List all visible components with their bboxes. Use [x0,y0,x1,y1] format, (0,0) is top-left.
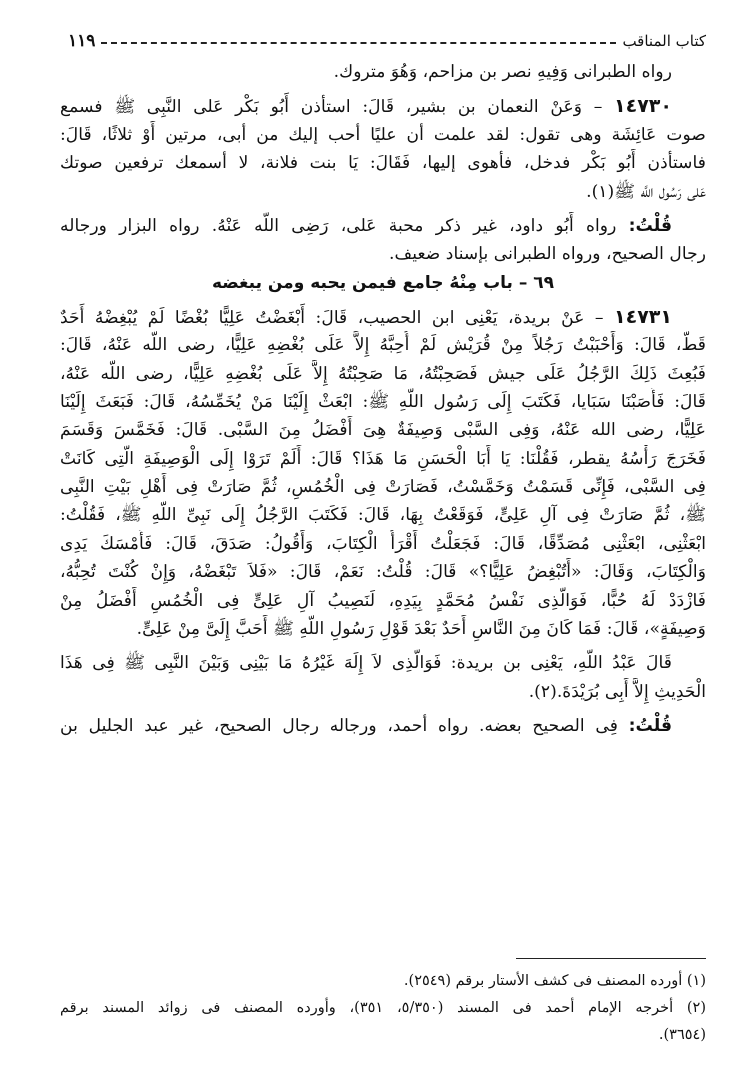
note-label: قُلْتُ: [628,716,672,737]
text-line: قَالَ عَبْدُ اللَّهِ، يَعْنِى بن بريدة: فَوَالَّذِى لاَ إِلَهَ غَيْرُهُ مَا بَيْنِى وَبَيْنَ النَّبِى ﷺ فِى هَذَا [60,653,672,674]
hadith-number: ١٤٧٣١ [614,305,672,328]
text-line: عَلى رَسُول اللَّه ﷺ(١). [586,181,706,202]
text-line: الْحَدِيثِ إِلاَّ أَبِى بُرَيْدَةَ.(٢). [528,681,706,702]
commentary-note-1 [60,212,706,269]
text-line [60,92,706,120]
header-dashed-rule [101,42,616,44]
hadith-14730 [60,92,706,206]
footnote-2: (٢) أخرجه الإمام أحمد فى المسند (٥/٣٥٠، ٣٥١)، وأورده المصنف فى زوائد المسند برقم [60,1000,706,1016]
footnote-separator [516,958,706,959]
commentary-note-2 [60,712,706,740]
page-body [60,58,706,741]
text-line: وَالْكِتَابَ، وَقَالَ: «أَتُبْغِضُ عَلِيًّا؟» قَالَ: قُلْتُ: نَعَمْ، قَالَ: «فَلاَ تَبْغَضْهُ، وَإِنْ كُنْتَ تُحِبُّهُ، [60,562,706,583]
footnote-2-continuation: (٣٦٥٤). [658,1027,706,1043]
footnotes [60,968,706,1049]
text-line: وَصِيفَةٍ»، قَالَ: فَمَا كَانَ مِنَ النَّاسِ أَحَدٌ بَعْدَ قَوْلِ رَسُولِ اللَّهِ ﷺ أَحَبَّ إِلَىَّ مِنْ عَلِىٍّ. [136,619,706,640]
text-line: فَبُعِثَ ذَلِكَ الرَّجُلُ عَلَى جيش فَصَحِبْتُهُ، مَا صَحِبْتُهُ إِلاَّ عَلَى بُغْضِهِ عَلِيًّا، رضى اللّه عَنْهُ، [60,363,706,384]
text-line: عَلِيًّا، رضى الله عَنْهُ، وَفِى السَّبْى وَصِيفَةٌ هِىَ أَفْضَلُ مِنَ السَّبْى. قَالَ: فَخَمَّسَ وَقَسَمَ [60,420,706,441]
text-line: ابْعَثْنِى، ابْعَثْنِى مُصَدِّقًا، قَالَ: فَجَعَلْتُ أَقْرَأُ الْكِتَابَ، وَأَقُولُ: صَدَقَ، قَالَ: فَأَمْسَكَ يَدِى [60,533,706,554]
note-label: قُلْتُ: [628,215,672,236]
chapter-heading: ٦٩ – باب مِنْهُ جامع فيمن يحبه ومن يبغضه [211,272,555,293]
text-line: ﷺ، ثُمَّ صَارَتْ فِى آلِ عَلِىٍّ، فَوَقَعْتُ بِهَا، قَالَ: فَكَتَبَ الرَّجُلُ إِلَى نَبِىِّ اللَّهِ ﷺ، فَقُلْتُ: [60,505,706,526]
note-text: فِى الصحيح بعضه. رواه أحمد، ورجاله رجال الصحيح، غير عبد الجليل بن [60,716,618,737]
text-line: فَخَرَجَ رَأْسُهُ يقطر، فَقُلْنَا: يَا أَبَا الْحَسَنِ مَا هَذَا؟ قَالَ: أَلَمْ تَرَوْا إِلَى الْوَصِيفَةِ الَّتِى كَانَتْ [60,448,706,469]
text-line [60,212,706,240]
hadith-number: ١٤٧٣٠ [614,95,672,118]
hadith-14731 [60,303,706,644]
text-line: رواه الطبرانى وَفِيهِ نصر بن مزاحم، وَهُوَ متروك. [333,62,672,82]
book-section-title: كتاب المناقب [622,32,706,50]
text-line: فِى السَّبْى، فَإِنِّى قَسَمْتُ وَخَمَّسْتُ، فَصَارَتْ فِى الْخُمُسِ، ثُمَّ صَارَتْ فِى أَهْلِ بَيْتِ النَّبِى [60,477,706,498]
text-line: فَازْدَدْ لَهُ حُبًّا، فَوَالَّذِى نَفْسُ مُحَمَّدٍ بِيَدِهِ، لَنَصِيبُ آلِ عَلِىٍّ فِى الْخُمُسِ أَفْضَلُ مِنْ [60,590,706,611]
hadith-text: – عَنْ بريدة، يَعْنِى ابن الحصيب، قَالَ: أَبْغَضْتُ عَلِيًّا بُغْضًا لَمْ يُبْغِضْهُ أَحَدٌ [60,307,604,328]
text-line: رجال الصحيح، ورواه الطبرانى بإسناد ضعيف. [389,244,706,265]
text-line: قَالَ: فَأَصَبْنَا سَبَايا، فَكَتَبَ إِلَى رَسُول اللَّهِ ﷺ: ابْعَثْ إِلَيْنَا مَنْ يُخَمِّسُهُ، قَالَ: فَبَعَثَ إِلَيْنَا [60,391,706,412]
running-header [68,28,706,54]
text-line: قَطُّ، قَالَ: وَأَحْبَبْتُ رَجُلاً مِنْ قُرَيْش لَمْ أُحِبَّهُ إِلاَّ عَلَى بُغْضِهِ عَلِيًّا، رضى اللّه عَنْهُ، قَالَ: [60,335,706,356]
note-text: رواه أَبُو داود، غير ذكر محبة عَلى، رَضِى اللَّه عَنْهُ. رواه البزار ورجاله [60,215,617,236]
text-line [60,303,706,331]
page-number: ١١٩ [68,31,96,51]
text-line [60,712,706,740]
abdullah-paragraph [60,649,706,706]
text-line: صوت عَائِشَة وهى تقول: لقد علمت أن عليًا أحب إليك من أبى، مرتين أَوْ ثلاثًا، قَالَ: [60,124,706,145]
footnote-1: (١) أورده المصنف فى كشف الأستار برقم (٢٥٤٩). [403,973,706,989]
hadith-text: – وَعَنْ النعمان بن بشير، قَالَ: استأذن أَبُو بَكْر عَلى النَّبِى ﷺ فسمع [60,97,603,118]
text-line: فاستأذن أَبُو بَكْر فدخل، فأهوى إليها، فَقَالَ: يَا بنت فلانة، لا أسمعك ترفعين صوتك [60,153,706,174]
